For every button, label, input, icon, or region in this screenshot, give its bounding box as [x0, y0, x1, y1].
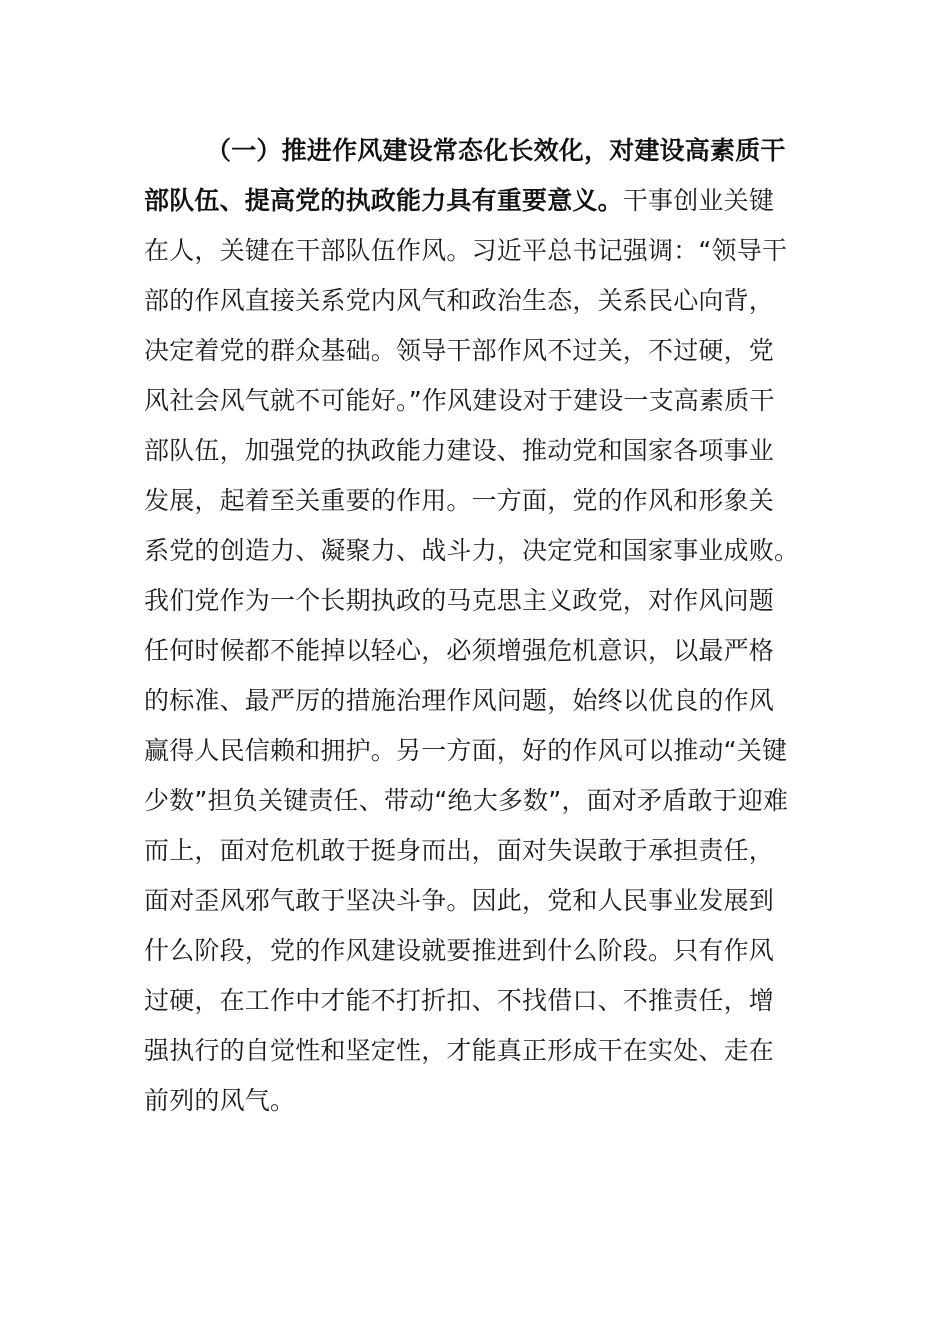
body-line: 赢得人民信赖和拥护。另一方面，好的作风可以推动“关键: [144, 736, 788, 765]
body-line: 前列的风气。: [144, 1086, 296, 1115]
body-line: 强执行的自觉性和坚定性，才能真正形成干在实处、走在: [144, 1036, 775, 1065]
body-line: 少数”担负关键责任、带动“绝大多数”，面对矛盾敢于迎难: [144, 786, 789, 815]
heading-line-2: 部队伍、提高党的执政能力具有重要意义。: [144, 186, 623, 215]
body-line: 部队伍，加强党的执政能力建设、推动党和国家各项事业: [144, 436, 775, 465]
paragraph: [144, 126, 806, 1126]
body-line: 的标准、最严厉的措施治理作风问题，始终以优良的作风: [144, 686, 775, 715]
body-text-start: 干事创业关键: [622, 186, 775, 215]
heading-line-1: （一）推进作风建设常态化长效化，对建设高素质干: [206, 136, 786, 165]
body-line: 部的作风直接关系党内风气和政治生态，关系民心向背，: [144, 286, 775, 315]
body-line: 任何时候都不能掉以轻心，必须增强危机意识，以最严格: [144, 636, 775, 665]
body-line: 风社会风气就不可能好。”作风建设对于建设一支高素质干: [144, 386, 775, 415]
body-line: 面对歪风邪气敢于坚决斗争。因此，党和人民事业发展到: [144, 886, 775, 915]
body-line: 发展，起着至关重要的作用。一方面，党的作风和形象关: [144, 486, 775, 515]
body-line: 决定着党的群众基础。领导干部作风不过关，不过硬，党: [144, 336, 775, 365]
body-line: 系党的创造力、凝聚力、战斗力，决定党和国家事业成败。: [144, 536, 800, 565]
body-line: 我们党作为一个长期执政的马克思主义政党，对作风问题: [144, 586, 775, 615]
mixed-line-2: [144, 176, 806, 226]
body-line: 什么阶段，党的作风建设就要推进到什么阶段。只有作风: [144, 936, 775, 965]
body-line: 而上，面对危机敢于挺身而出，面对失误敢于承担责任，: [144, 836, 775, 865]
body-line: 过硬，在工作中才能不打折扣、不找借口、不推责任，增: [144, 986, 775, 1015]
body-line: 在人，关键在干部队伍作风。习近平总书记强调：“领导干: [144, 236, 788, 265]
